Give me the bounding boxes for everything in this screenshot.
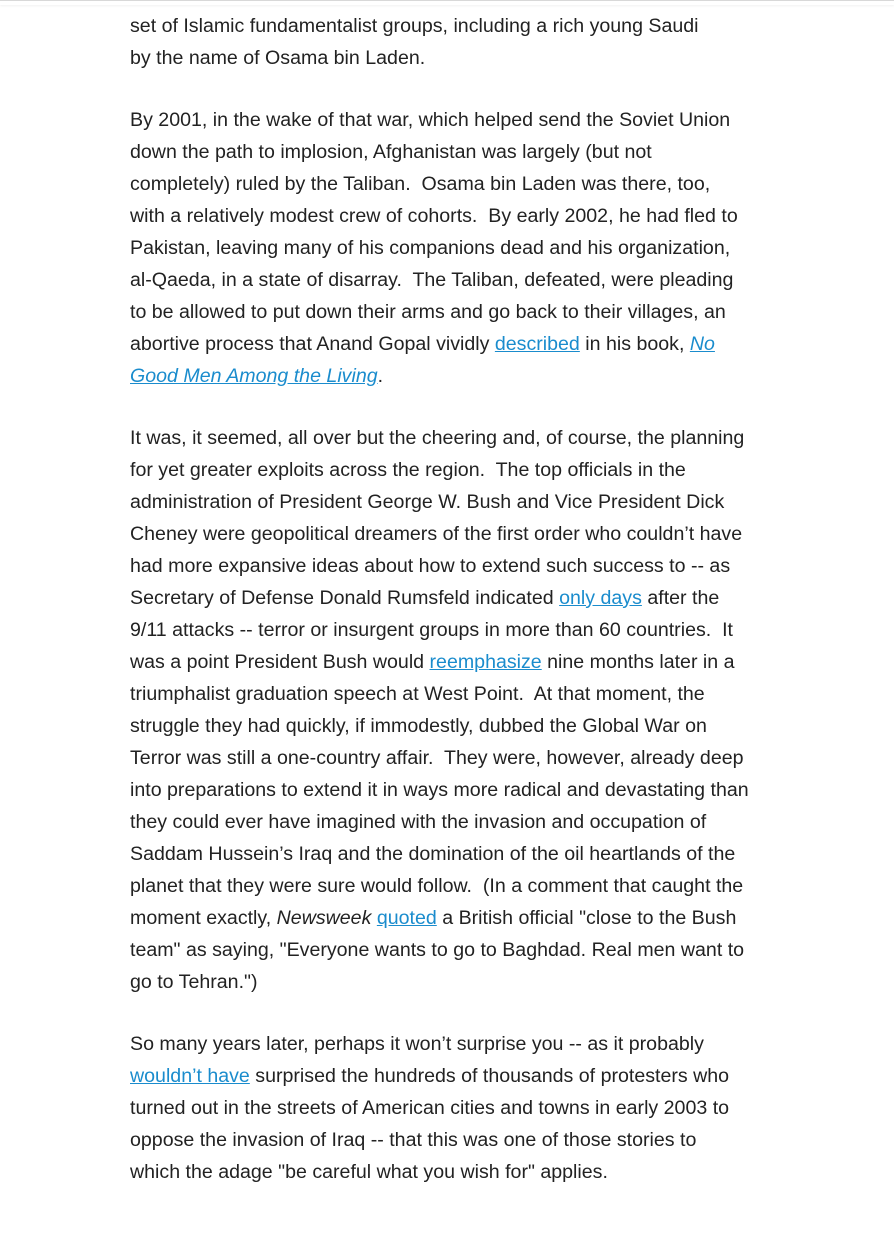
paragraph-text: . xyxy=(377,365,384,387)
paragraph-text: It was, it seemed, all over but the cheering and, of course, the planning for yet greater exploits across the region. The top officials in the administration of President George W. Bush and Vice President Dick Cheney were geopolitical dreamers of the first order who couldn’t have had more expansive ideas about how to extend such success to -- as Secretary of Defense Donald Rumsfeld indicated xyxy=(130,427,745,609)
paragraph-text: after the 9/11 attacks -- terror or insurgent groups in more than 60 countries. It was a point President Bush would xyxy=(130,587,733,673)
top-divider xyxy=(0,0,894,5)
paragraph-text: by the name of Osama bin Laden. xyxy=(130,47,426,69)
paragraph-continuation xyxy=(130,10,750,74)
link-reemphasize[interactable]: reemphasize xyxy=(429,651,542,673)
paragraph-afghanistan-2001 xyxy=(130,104,750,392)
paragraph-text: nine months later in a triumphalist graduation speech at West Point. At that moment, the struggle they had quickly, if immodestly, dubbed the Global War on Terror was still a one-country affair. They were, however, already deep into preparations to extend it in ways more radical and devastating than they could ever have imagined with the invasion and occupation of Saddam Hussein’s Iraq and the domination of the oil heartlands of the planet that they were sure would follow. (In a comment that caught the moment exactly, xyxy=(130,651,749,929)
paragraph-text: surprised the hundreds of thousands of protesters who turned out in the streets of American cities and towns in early 2003 to oppose the invasion of Iraq -- that this was one of those stories to which the adage "be careful what you wish for" applies. xyxy=(130,1065,730,1183)
link-wouldnt-have[interactable]: wouldn’t have xyxy=(130,1065,250,1087)
paragraph-years-later xyxy=(130,1028,750,1188)
book-title: No Good Men Among the Living xyxy=(130,333,715,387)
paragraph-text: in his book, xyxy=(579,333,690,355)
paragraph-text: a British official "close to the Bush team" as saying, "Everyone wants to go to Baghdad. Real men want to go to Tehran.") xyxy=(130,907,745,993)
publication-name: Newsweek xyxy=(276,907,372,929)
paragraph-text: By 2001, in the wake of that war, which helped send the Soviet Union down the path to implosion, Afghanistan was largely (but not completely) ruled by the Taliban. Osama bin Laden was there, too, with a relatively modest crew of cohorts. By early 2002, he had fled to Pakistan, leaving many of his companions dead and his organization, al-Qaeda, in a state of disarray. The Taliban, defeated, were pleading to be allowed to put down their arms and go back to their villages, an abortive process that Anand Gopal vividly xyxy=(130,109,738,355)
link-quoted[interactable]: quoted xyxy=(376,907,437,929)
link-described[interactable]: described xyxy=(494,333,580,355)
paragraph-global-war-on-terror xyxy=(130,422,750,998)
paragraph-text: So many years later, perhaps it won’t surprise you -- as it probably xyxy=(130,1033,704,1055)
paragraph-text: set of Islamic fundamentalist groups, including a rich young Saudi xyxy=(130,15,699,37)
article-body xyxy=(130,10,750,1218)
link-only-days[interactable]: only days xyxy=(559,587,642,609)
